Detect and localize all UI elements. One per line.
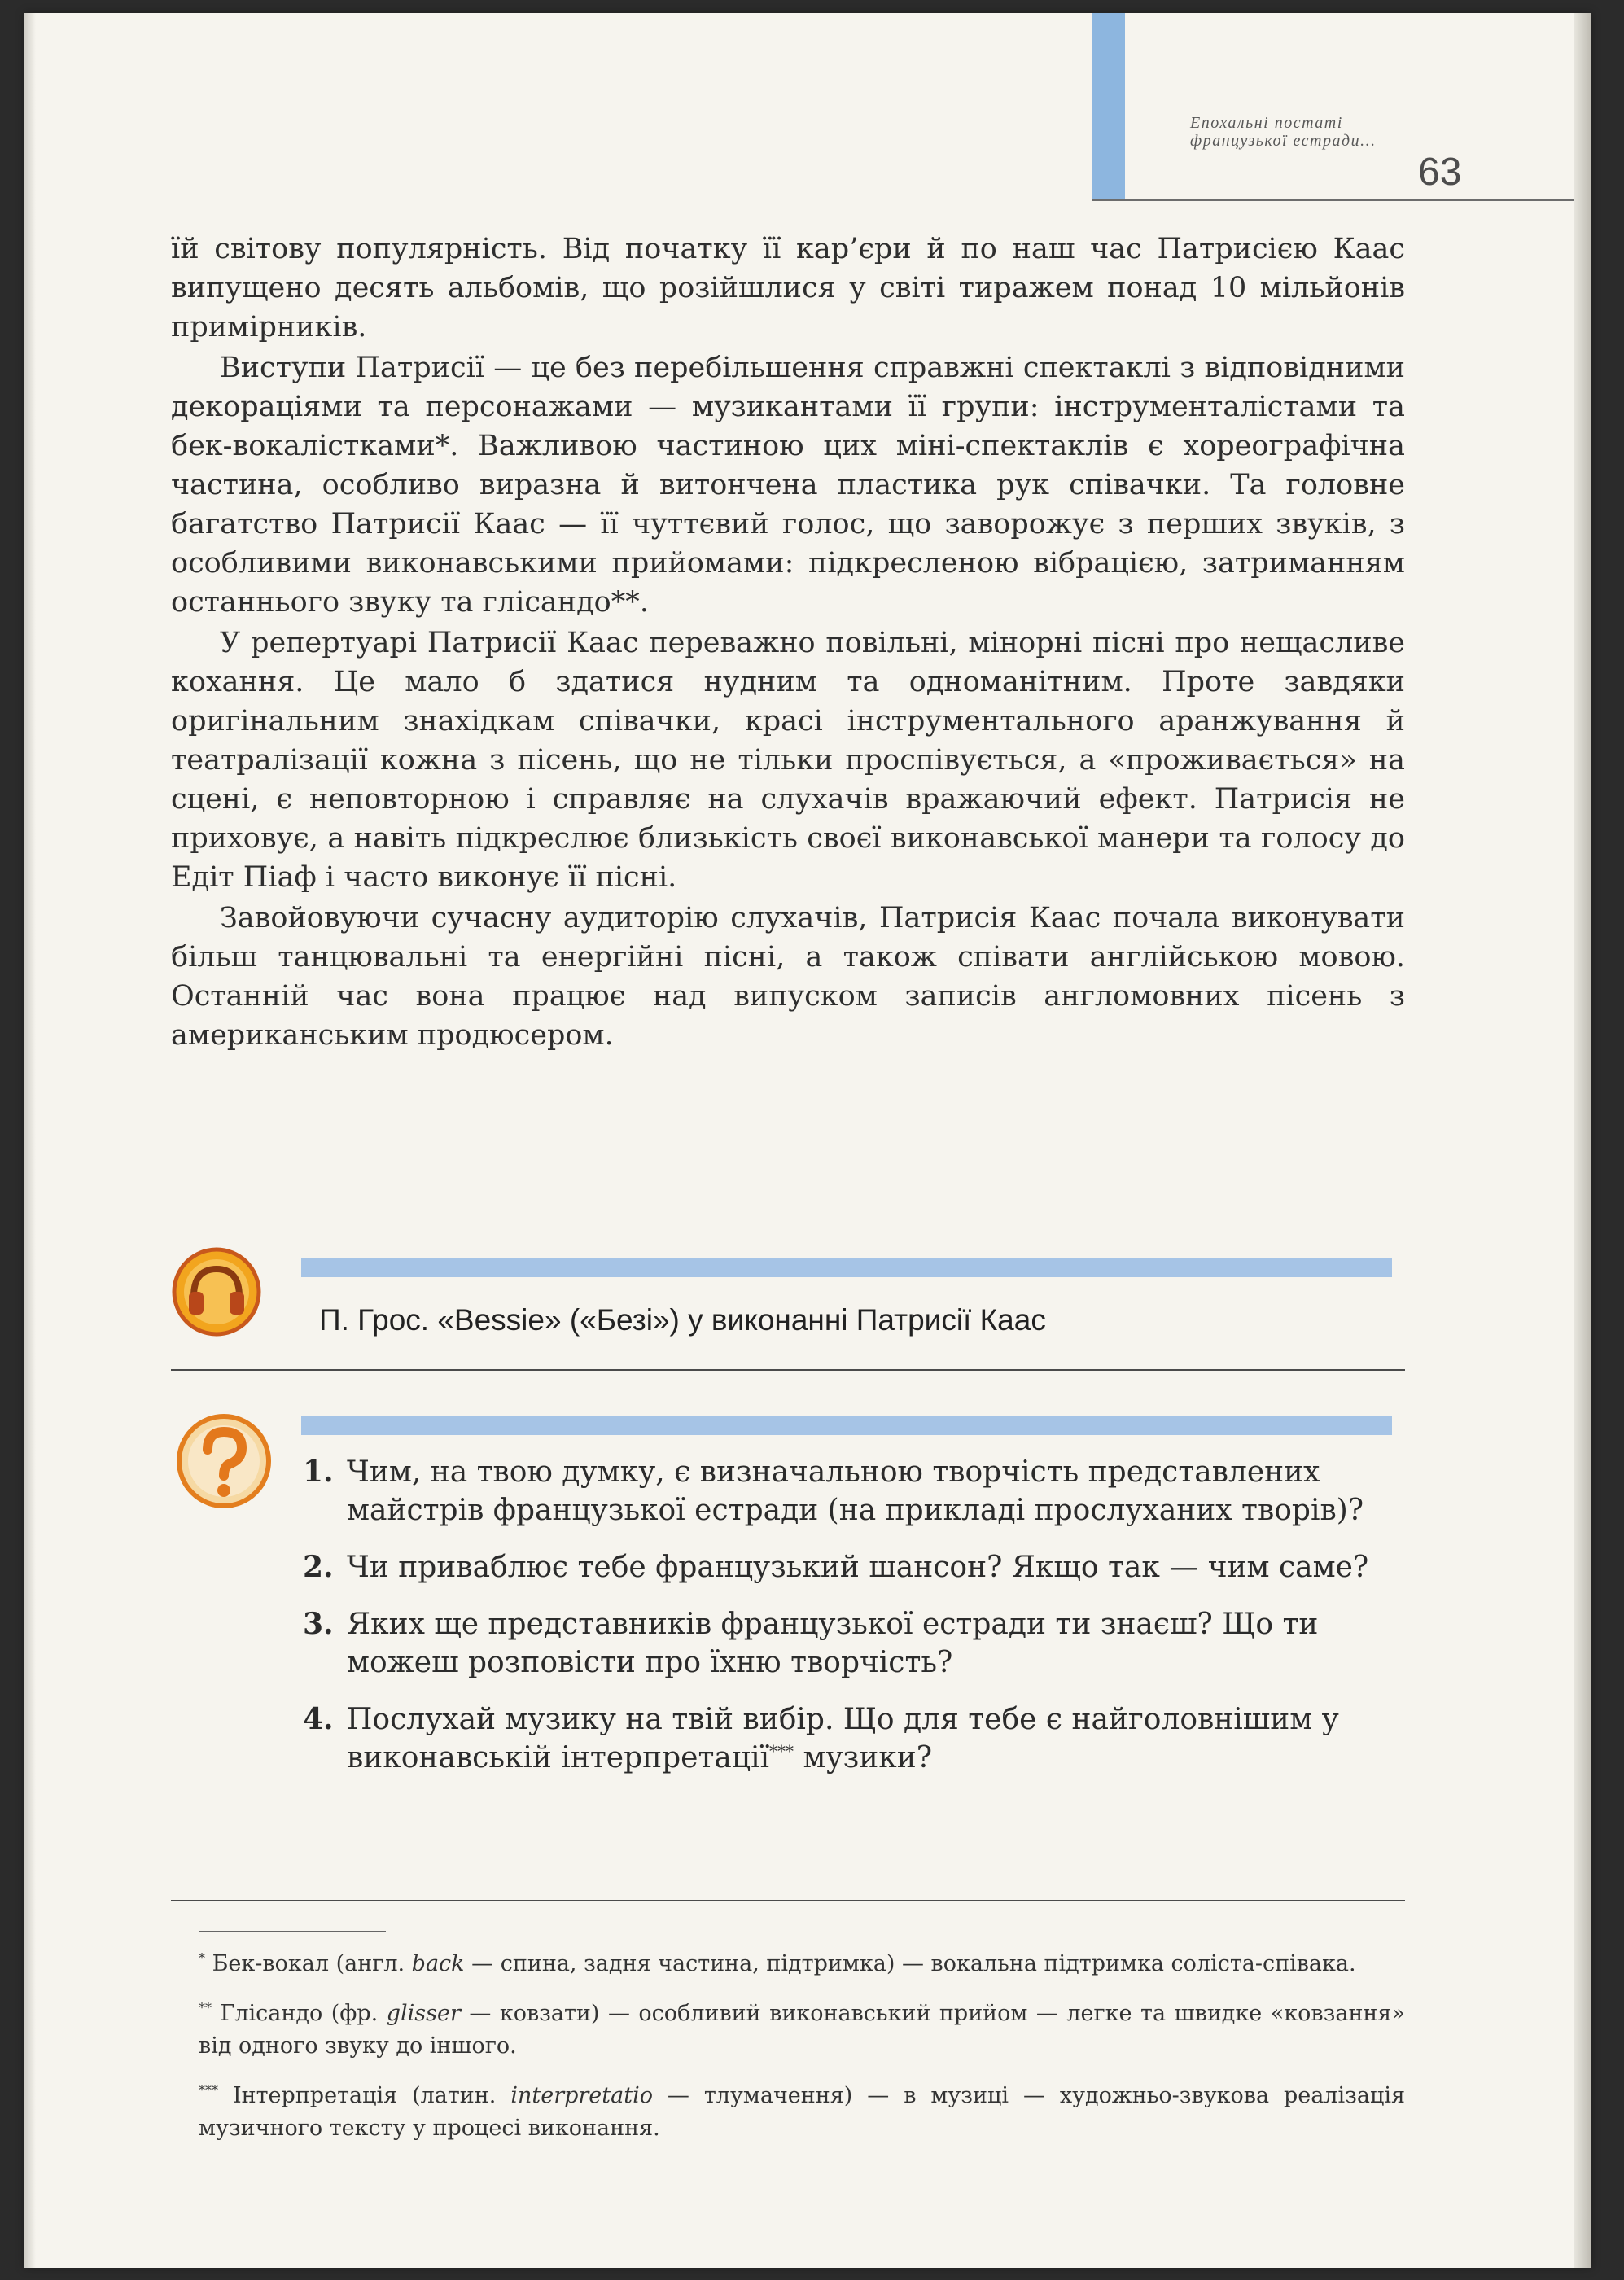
question-text: Яких ще представників французької естради ти знаєш? Що ти можеш розповісти про їхню творчість? [347,1608,1319,1679]
footnote-rule [199,1931,386,1932]
questions-section [171,1407,1408,1912]
footnote-term: back [411,1951,465,1976]
section-divider [171,1900,1405,1901]
question-number: 2. [303,1550,334,1584]
footnote-marker: *** [769,1741,794,1761]
page-edge [1574,13,1591,2268]
question-text: Послухай музику на твій вибір. Що для тебе є найголовнішим у виконавській інтерпретації [347,1703,1339,1775]
question-text-end: музики? [794,1741,933,1775]
question-text: Чи приваблює тебе французький шансон? Якщо так — чим саме? [347,1551,1369,1584]
running-title: Епохальні постаті французької естради... [1190,114,1377,150]
footnote-mark: * [199,1950,205,1966]
footnote-term: interpretatio [510,2083,653,2108]
footnote [199,2074,1405,2145]
footnote-term: glisser [386,2001,461,2026]
paragraph: їй світову популярність. Від початку її кар’єри й по наш час Патрисією Каас випущено десять альбомів, що розійшлися у світі тиражем понад 10 мільйонів примірників. [171,233,1405,344]
question-item [303,1700,1385,1777]
question-item [303,1548,1385,1586]
footnotes [199,1942,1405,2156]
footnote [199,1942,1405,1980]
section-divider [171,1369,1405,1371]
question-number: 4. [303,1702,334,1736]
footnote-text: Глісандо (фр. [220,2001,387,2026]
listening-band [301,1258,1392,1277]
questions-list [303,1453,1385,1796]
footnote-text: Інтерпретація (латин. [232,2083,511,2108]
page-gutter-shadow [24,13,36,2268]
question-mark-icon [175,1412,273,1510]
question-number: 1. [303,1455,334,1489]
textbook-page [24,13,1591,2268]
footnote [199,1992,1405,2063]
header-rule [1092,199,1581,201]
footnote-mark: ** [199,2000,212,2015]
page-number: 63 [1418,151,1462,194]
listening-section [171,1246,1408,1368]
headphones-icon [171,1246,262,1337]
footnote-mark: *** [199,2082,218,2098]
footnote-text: Бек-вокал (англ. [212,1951,412,1976]
paragraph: Виступи Патрисії — це без перебільшення справжні спектаклі з відповідними декораціями та персонажами — музикантами її групи: інструменталістами та бек-вокалістками*. Важливою частиною цих міні-спектаклів є хореографічна частина, особливо виразна й витончена пластика рук співачки. Та головне багатство Патрисії Каас — її чуттєвий голос, що заворожує з перших звуків, з особливими виконавськими прийомами: підкресленою вібрацією, затриманням останнього звуку та глісандо**. [171,352,1405,619]
footnote-text: — ковзати) — особливий виконавський прийом — легке та швидке «ковзання» від одного звуку до іншого. [199,2001,1405,2059]
paragraph: У репертуарі Патрисії Каас переважно повільні, мінорні пісні про нещасливе кохання. Це мало б здатися нудним та одноманітним. Проте завдяки оригінальним знахідкам співачки, красі інструментального аранжування й театралізації кожна з пісень, що не тільки проспівується, а «проживається» на сцені, є неповторною і справляє на слухачів вражаючий ефект. Патрисія не приховує, а навіть підкреслює близькість своєї виконавської манери та голосу до Едіт Піаф і часто виконує її пісні. [171,627,1405,894]
question-text: Чим, на твою думку, є визначальною творчість представлених майстрів французької естради (на прикладі прослуханих творів)? [347,1455,1364,1527]
footnote-text: — тлумачення) — в музиці — художньо-звукова реалізація музичного тексту у процесі виконання. [199,2083,1405,2141]
main-text [171,230,1405,1057]
question-item [303,1453,1385,1529]
question-number: 3. [303,1607,334,1641]
footnote-text: — спина, задня частина, підтримка) — вокальна підтримка соліста-співака. [464,1951,1356,1976]
paragraph: Завойовуючи сучасну аудиторію слухачів, Патрисія Каас почала виконувати більш танцювальні та енергійні пісні, а також співати англійською мовою. Останній час вона працює над випуском записів англомовних пісень з американським продюсером. [171,902,1405,1052]
listening-text: П. Грос. «Bessie» («Безі») у виконанні Патрисії Каас [319,1303,1046,1337]
header-accent-strip [1092,13,1125,199]
questions-band [301,1416,1392,1435]
question-item [303,1605,1385,1682]
